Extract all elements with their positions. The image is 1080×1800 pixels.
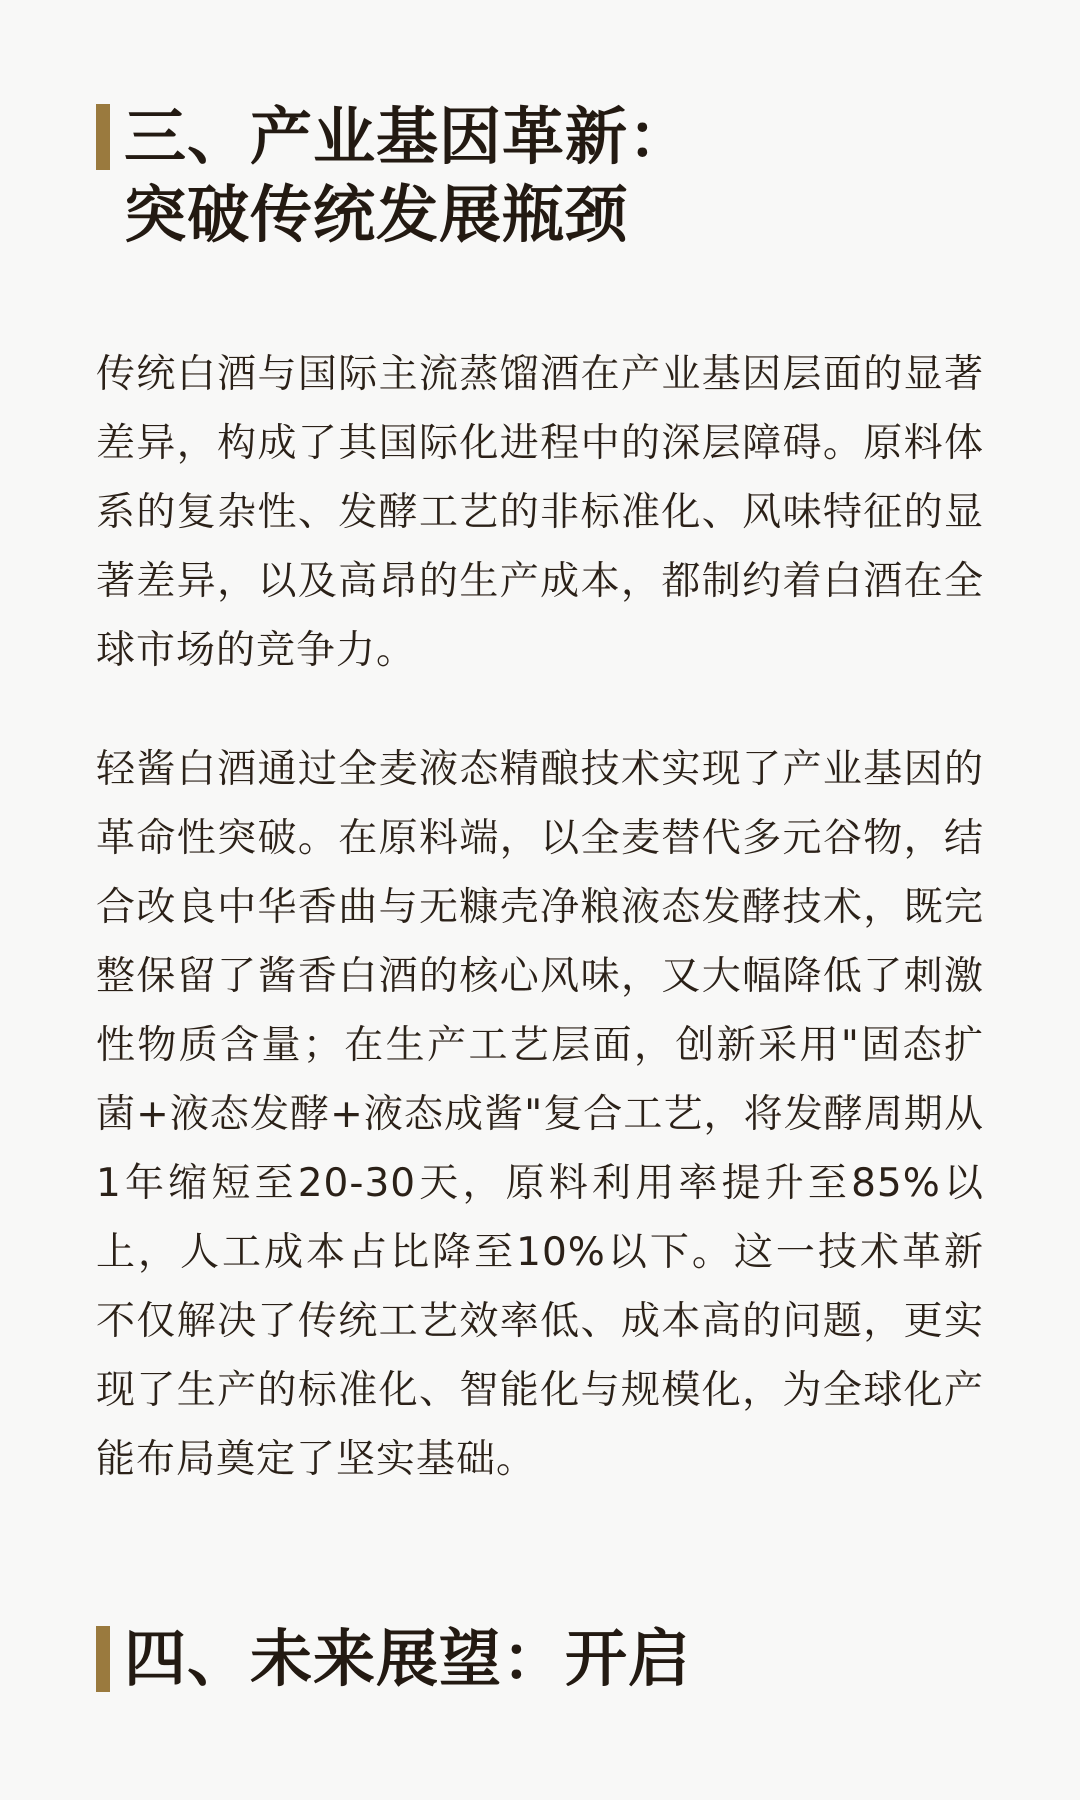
section-heading: [96, 98, 691, 254]
section-heading-text: 四、未来展望：开启: [124, 1622, 692, 1695]
body-paragraph: 轻酱白酒通过全麦液态精酿技术实现了产业基因的革命性突破。在原料端，以全麦替代多元谷物，结合改良中华香曲与无糠壳净粮液态发酵技术，既完整保留了酱香白酒的核心风味，又大幅降低了刺激性物质含量；在生产工艺层面，创新采用"固态扩菌+液态发酵+液态成酱"复合工艺，将发酵周期从1年缩短至20-30天，原料利用率提升至85%以上，人工成本占比降至10%以下。这一技术革新不仅解决了传统工艺效率低、成本高的问题，更实现了生产的标准化、智能化与规模化，为全球化产能布局奠定了坚实基础。: [96, 747, 984, 1482]
heading-accent-bar: [96, 104, 110, 170]
heading-accent-bar: [96, 1626, 110, 1692]
section-heading-text: 三、产业基因革新： 突破传统发展瓶颈: [124, 100, 692, 251]
section-heading: [96, 1620, 691, 1698]
body-paragraph: 传统白酒与国际主流蒸馏酒在产业基因层面的显著差异，构成了其国际化进程中的深层障碍。原料体系的复杂性、发酵工艺的非标准化、风味特征的显著差异，以及高昂的生产成本，都制约着白酒在全球市场的竞争力。: [96, 352, 984, 673]
